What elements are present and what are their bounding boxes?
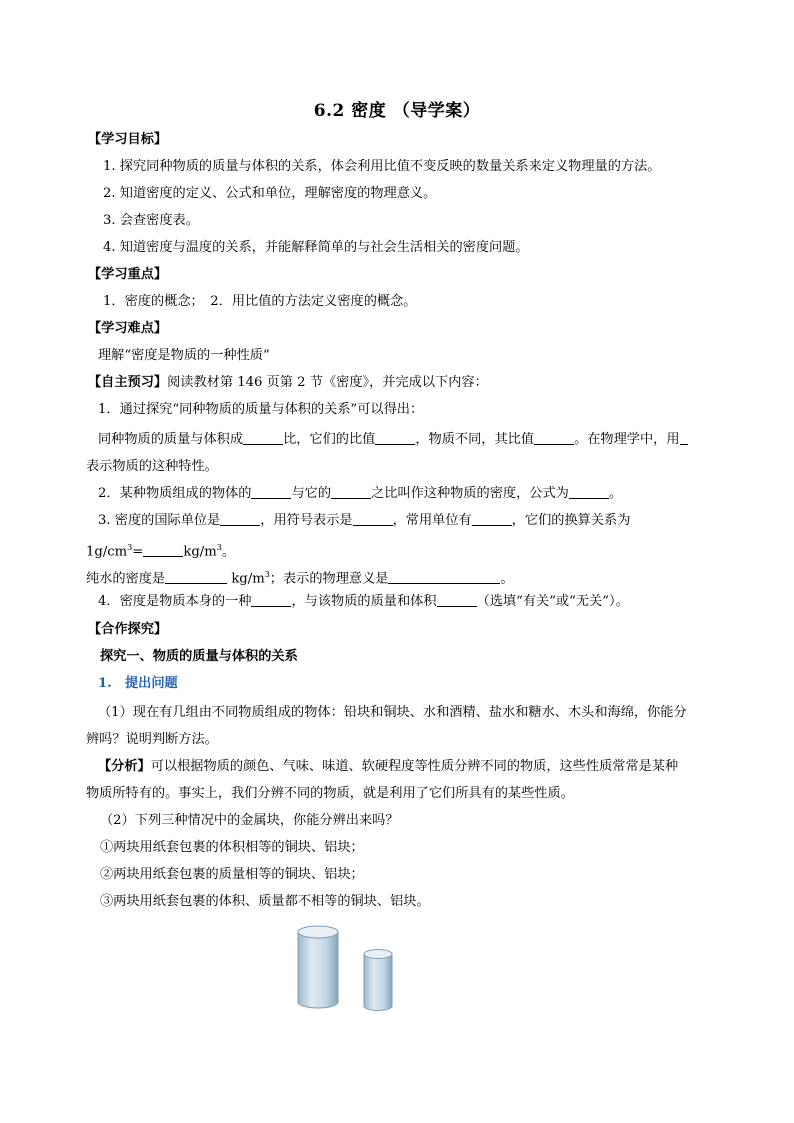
page-title: 6.2 密度 （导学案） (313, 101, 481, 121)
q2-text-4: 。 (608, 486, 623, 501)
explore-1-heading: 探究一、物质的质量与体积的关系 (100, 649, 298, 664)
blank-field[interactable] (165, 569, 227, 584)
case-3: ③两块用纸套包裹的体积、质量都不相等的铜块、铝块。 (100, 894, 430, 909)
blank-field[interactable] (534, 430, 574, 445)
blank-field[interactable] (472, 511, 512, 526)
q4-text-3: （选填“有关”或“无关”）。 (476, 594, 629, 609)
blank-field[interactable] (251, 592, 291, 607)
cylinders-figure (292, 922, 402, 1014)
analysis-line-1 (98, 757, 738, 777)
q4-text-2: ，与该物质的质量和体积 (291, 594, 437, 609)
blank-field[interactable] (220, 511, 260, 526)
case-1: ①两块用纸套包裹的体积相等的铜块、铝块； (100, 840, 364, 855)
q1a-text-2: 比，它们的比值 (283, 432, 376, 447)
q3c-text-4: 。 (500, 571, 514, 587)
analysis-text-1: 可以根据物质的颜色、气味、味道、软硬程度等性质分辨不同的物质，这些性质常常是某种 (150, 759, 679, 774)
paragraph-2: （2）下列三种情况中的金属块，你能分辨出来吗？ (100, 813, 399, 828)
question-2 (98, 484, 738, 504)
q3c-text-1: 纯水的密度是 (86, 571, 166, 587)
q4-text-1: 4．密度是物质本身的一种 (98, 594, 252, 609)
large-cylinder-icon (298, 926, 338, 1008)
analysis-label: 【分析】 (98, 759, 151, 774)
small-cylinder-icon (364, 950, 392, 1011)
q3b-text-4: 。 (221, 544, 235, 560)
q3b-text-3: kg/m (183, 544, 217, 560)
blank-field[interactable] (353, 511, 393, 526)
step-1-heading: 1. 提出问题 (98, 676, 178, 691)
preview-header: 【自主预习】 (88, 375, 168, 390)
q3-text-3: ，常用单位有 (392, 513, 472, 528)
question-1a (98, 430, 738, 450)
question-3b (86, 538, 726, 562)
case-2: ②两块用纸套包裹的质量相等的铜块、铝块； (100, 867, 364, 882)
blank-field[interactable] (251, 484, 291, 499)
blank-field[interactable] (569, 484, 609, 499)
goal-3: 3. 会查密度表。 (103, 213, 199, 228)
blank-field[interactable] (680, 430, 688, 445)
question-1b: 表示物质的这种特性。 (86, 459, 218, 474)
goal-1: 1. 探究同种物质的质量与体积的关系，体会利用比值不变反映的数量关系来定义物理量的方法。 (103, 159, 661, 174)
key-text: 1．密度的概念； 2．用比值的方法定义密度的概念。 (103, 294, 417, 309)
blank-field[interactable] (437, 592, 477, 607)
q1a-text-1: 同种物质的质量与体积成 (98, 432, 244, 447)
q3-text-2: ，用符号表示是 (260, 513, 353, 528)
key-header: 【学习重点】 (88, 267, 168, 282)
q2-text-1: 2．某种物质组成的物体的 (98, 486, 252, 501)
difficulty-text: 理解“密度是物质的一种性质” (98, 348, 270, 363)
blank-field[interactable] (331, 484, 371, 499)
preview-intro: 阅读教材第 146 页第 2 节《密度》，并完成以下内容： (167, 375, 488, 390)
difficulty-header: 【学习难点】 (88, 321, 168, 336)
goals-header: 【学习目标】 (88, 132, 168, 147)
q1a-text-3: ，物质不同，其比值 (415, 432, 535, 447)
q3-text-1: 3. 密度的国际单位是 (98, 513, 221, 528)
analysis-line-2: 物质所特有的。事实上，我们分辨不同的物质，就是利用了它们所具有的某些性质。 (86, 786, 574, 801)
superscript: 3 (127, 543, 133, 552)
q1a-text-4: 。在物理学中，用 (574, 432, 680, 447)
question-1: 1．通过探究“同种物质的质量与体积的关系”可以得出： (98, 402, 424, 417)
q3b-text-1: 1g/cm (86, 544, 128, 560)
q3c-text-2: kg/m (227, 571, 265, 587)
blank-field[interactable] (243, 430, 283, 445)
blank-field[interactable] (375, 430, 415, 445)
coop-header: 【合作探究】 (88, 622, 168, 637)
q2-text-2: 与它的 (291, 486, 332, 501)
paragraph-1-line-1: （1）现在有几组由不同物质组成的物体：铅块和铜块、水和酒精、盐水和糖水、木头和海绵，你能分 (98, 705, 687, 720)
blank-field[interactable] (143, 542, 183, 557)
question-3c (86, 565, 726, 589)
blank-field[interactable] (388, 569, 500, 584)
preview-line (88, 373, 728, 393)
goal-2: 2. 知道密度的定义、公式和单位，理解密度的物理意义。 (103, 186, 437, 201)
q3-text-4: ，它们的换算关系为 (511, 513, 631, 528)
q3c-text-3: ；表示的物理意义是 (269, 571, 389, 587)
q2-text-3: 之比叫作这种物质的密度，公式为 (371, 486, 569, 501)
q3b-text-2: = (132, 544, 144, 560)
question-4 (98, 592, 738, 612)
paragraph-1-line-2: 辨吗？说明判断方法。 (86, 732, 218, 747)
question-3 (98, 511, 738, 531)
superscript: 3 (216, 543, 222, 552)
superscript: 3 (264, 570, 270, 579)
goal-4: 4. 知道密度与温度的关系，并能解释简单的与社会生活相关的密度问题。 (103, 240, 529, 255)
